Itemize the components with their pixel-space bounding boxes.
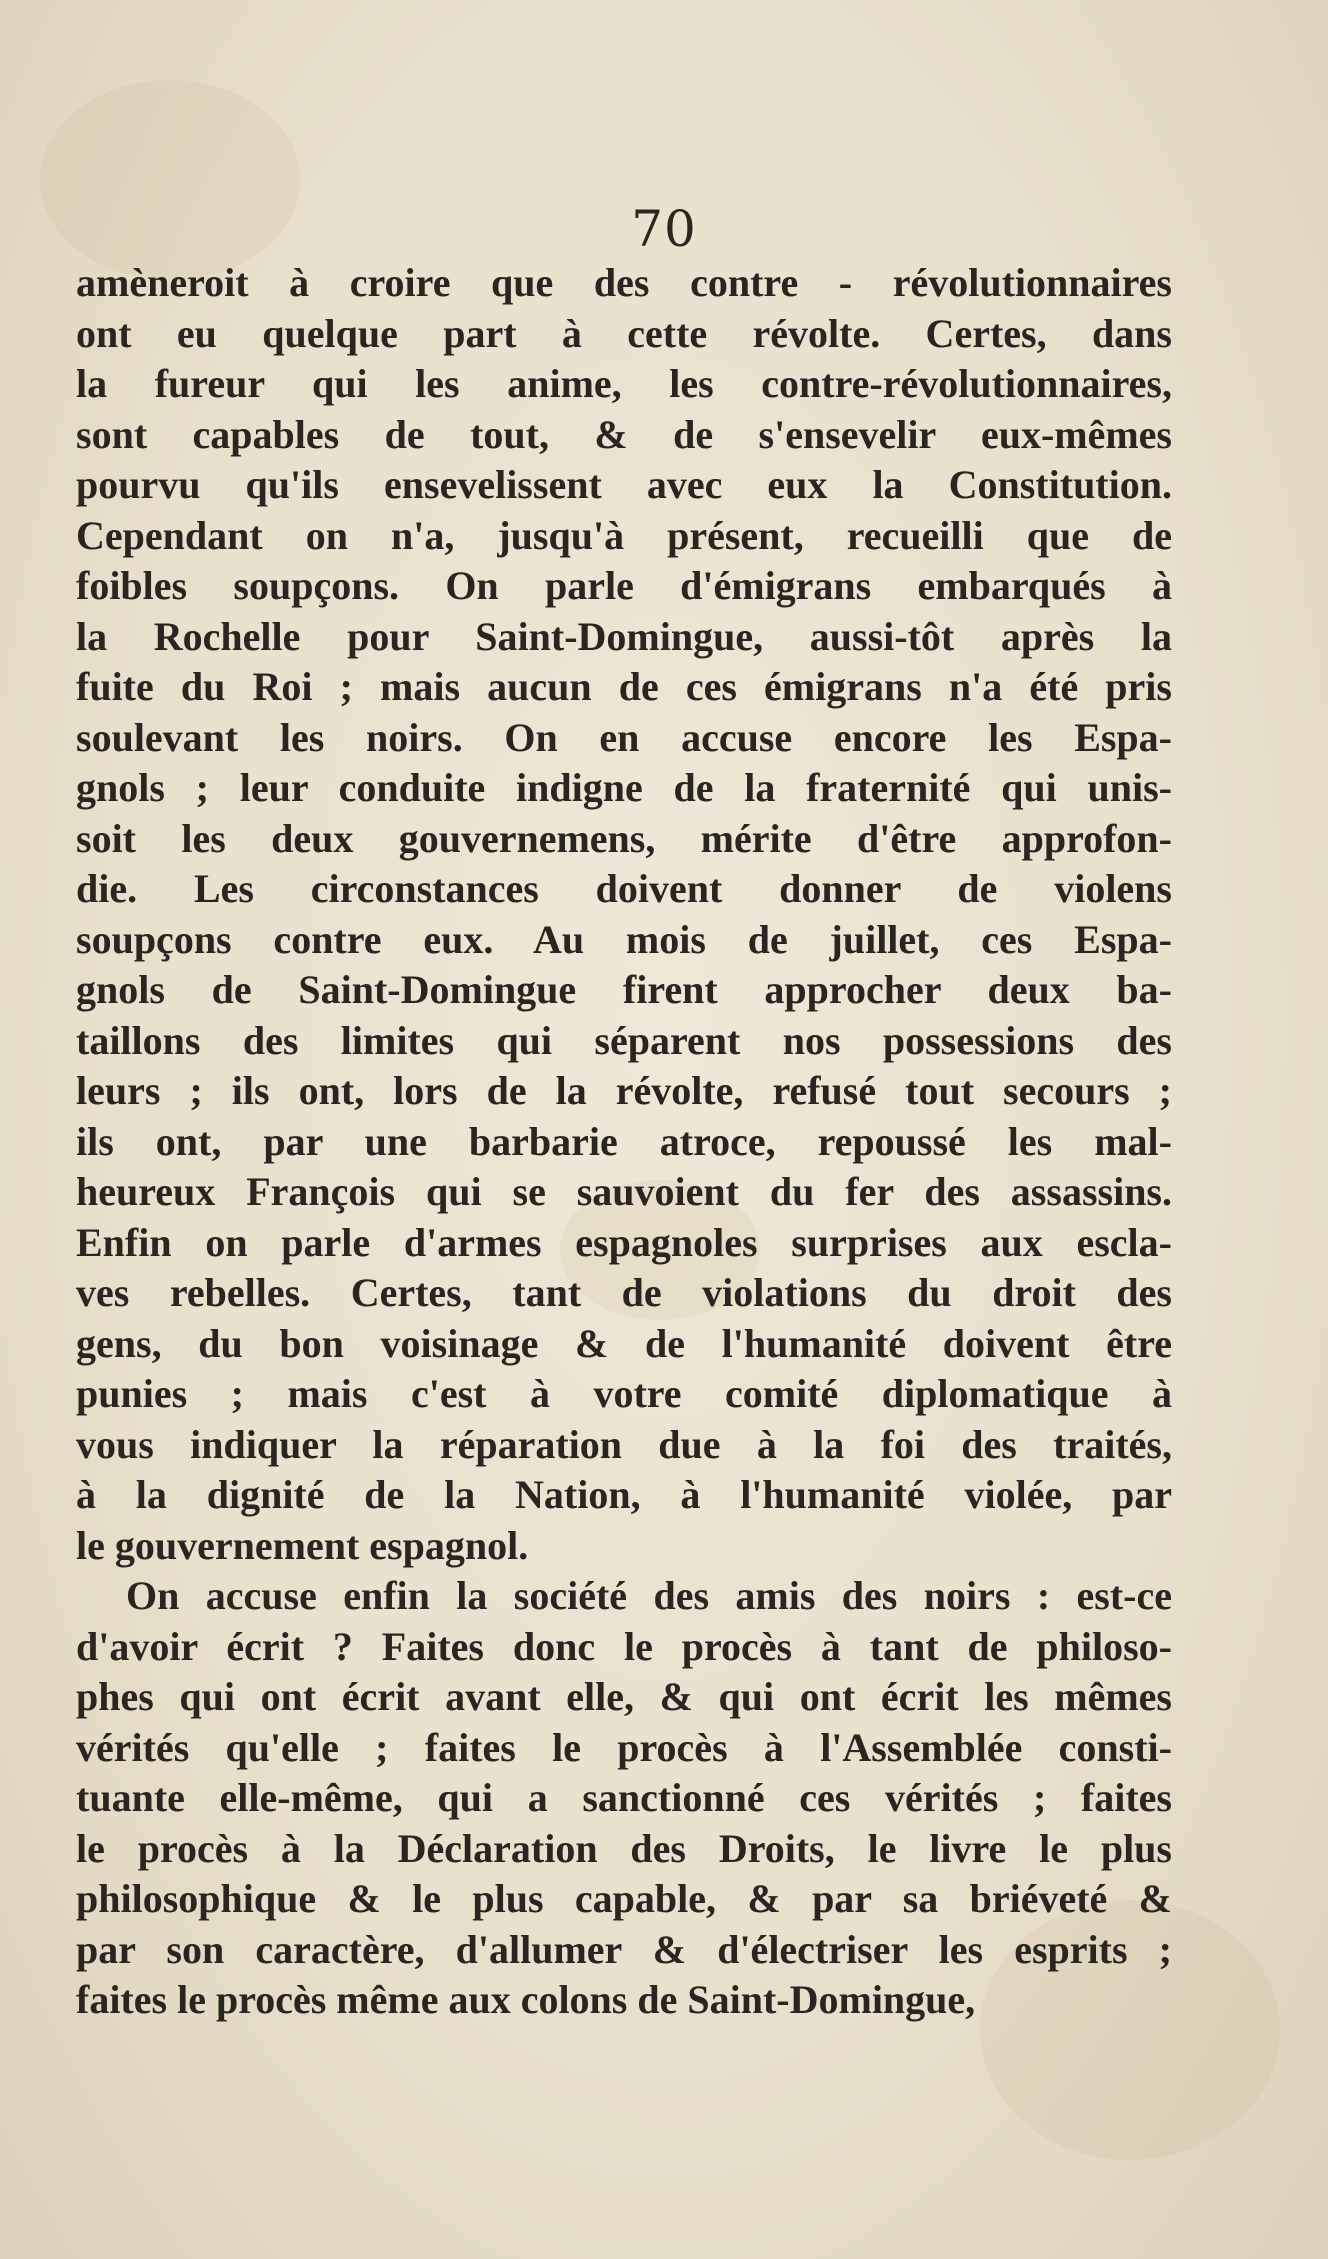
text-line: pourvu qu'ils ensevelissent avec eux la Constitution. [76,462,1172,507]
paragraph [76,258,1172,1571]
text-line: soupçons contre eux. Au mois de juillet, ces Espa- [76,916,1172,962]
page-number: 70 [631,200,697,258]
text-line: vous indiquer la réparation due à la foi des traités, [76,1421,1172,1467]
text-line: faites le procès même aux colons de Saint-Domingue, [76,1977,976,2022]
text-line: phes qui ont écrit avant elle, & qui ont écrit les mêmes [76,1674,1172,1719]
text-line: gens, du bon voisinage & de l'humanité doivent être [76,1320,1172,1366]
text-line: punies ; mais c'est à votre comité diplomatique à [76,1371,1172,1416]
text-line: vérités qu'elle ; faites le procès à l'Assemblée consti- [76,1724,1172,1770]
text-line: à la dignité de la Nation, à l'humanité violée, par [76,1472,1172,1517]
text-line: le gouvernement espagnol. [76,1522,529,1568]
text-line: fuite du Roi ; mais aucun de ces émigrans n'a été pris [76,664,1172,709]
body-text [76,258,1172,2026]
text-line: philosophique & le plus capable, & par sa briéveté & [76,1876,1172,1921]
text-line: soit les deux gouvernemens, mérite d'être approfon- [76,815,1172,861]
text-line: Cependant on n'a, jusqu'à présent, recueilli que de [76,512,1172,558]
text-line: la fureur qui les anime, les contre-révolutionnaires, [76,361,1172,406]
text-line: taillons des limites qui séparent nos possessions des [76,1017,1172,1063]
text-line: die. Les circonstances doivent donner de violens [76,866,1172,911]
text-line: soulevant les noirs. On en accuse encore les Espa- [76,714,1172,760]
text-line: amèneroit à croire que des contre - révolutionnaires [76,260,1172,305]
paragraph [76,1571,1172,2026]
text-line: d'avoir écrit ? Faites donc le procès à tant de philoso- [76,1623,1172,1669]
text-line: gnols ; leur conduite indigne de la fraternité qui unis- [76,765,1172,810]
text-line: ont eu quelque part à cette révolte. Certes, dans [76,310,1172,356]
text-line: leurs ; ils ont, lors de la révolte, refusé tout secours ; [76,1068,1172,1113]
text-line: On accuse enfin la société des amis des noirs : est-ce [126,1573,1172,1618]
text-line: gnols de Saint-Domingue firent approcher deux ba- [76,967,1172,1012]
text-line: ves rebelles. Certes, tant de violations du droit des [76,1270,1172,1315]
text-line: le procès à la Déclaration des Droits, le livre le plus [76,1825,1172,1871]
text-line: ils ont, par une barbarie atroce, repoussé les mal- [76,1118,1172,1164]
text-line: tuante elle-même, qui a sanctionné ces vérités ; faites [76,1775,1172,1820]
text-line: foibles soupçons. On parle d'émigrans embarqués à [76,563,1172,608]
text-line: heureux François qui se sauvoient du fer des assassins. [76,1169,1172,1214]
text-line: la Rochelle pour Saint-Domingue, aussi-tôt après la [76,613,1172,659]
text-line: par son caractère, d'allumer & d'électriser les esprits ; [76,1926,1172,1972]
text-line: sont capables de tout, & de s'ensevelir eux-mêmes [76,411,1172,457]
text-line: Enfin on parle d'armes espagnoles surprises aux escla- [76,1219,1172,1265]
